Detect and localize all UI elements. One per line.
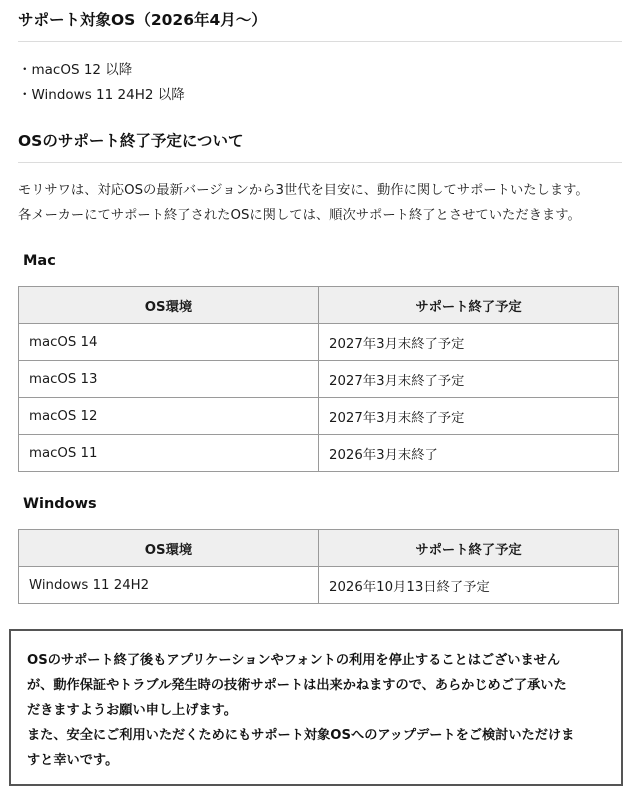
os-cell: Windows 11 24H2 [19, 567, 319, 604]
mac-heading: Mac [23, 253, 56, 269]
table-row [19, 435, 619, 472]
end-date-cell: 2027年3月末終了予定 [319, 324, 619, 361]
description-line: モリサワは、対応OSの最新バージョンから3世代を目安に、動作に関してサポートいたします。 [18, 183, 589, 198]
windows-support-table [18, 529, 619, 604]
table-row [19, 324, 619, 361]
list-item: ・Windows 11 24H2 以降 [18, 87, 185, 103]
notice-box [9, 629, 623, 786]
mac-support-table [18, 286, 619, 472]
notice-line: だきますようお願い申し上げます。 [27, 703, 237, 718]
os-cell: macOS 12 [19, 398, 319, 435]
supported-os-list [18, 58, 185, 108]
end-date-cell: 2026年10月13日終了予定 [319, 567, 619, 604]
description-line: 各メーカーにてサポート終了されたOSに関しては、順次サポート終了とさせていただきます。 [18, 208, 581, 223]
end-of-support-heading: OSのサポート終了予定について [18, 130, 622, 163]
column-header-os: OS環境 [19, 530, 319, 567]
notice-line: すと幸いです。 [27, 753, 119, 768]
end-of-support-description [18, 178, 630, 228]
end-date-cell: 2027年3月末終了予定 [319, 361, 619, 398]
table-row [19, 567, 619, 604]
table-header-row [19, 287, 619, 324]
column-header-os: OS環境 [19, 287, 319, 324]
notice-line: OSのサポート終了後もアプリケーションやフォントの利用を停止することはございません [27, 653, 561, 668]
supported-os-heading: サポート対象OS（2026年4月〜） [18, 9, 622, 42]
table-row [19, 361, 619, 398]
notice-line: また、安全にご利用いただくためにもサポート対象OSへのアップデートをご検討いただけま [27, 728, 575, 743]
windows-heading: Windows [23, 496, 97, 512]
column-header-end-date: サポート終了予定 [319, 287, 619, 324]
column-header-end-date: サポート終了予定 [319, 530, 619, 567]
end-date-cell: 2027年3月末終了予定 [319, 398, 619, 435]
list-item: ・macOS 12 以降 [18, 62, 133, 78]
notice-line: が、動作保証やトラブル発生時の技術サポートは出来かねますので、あらかじめご了承いた [27, 678, 567, 693]
table-header-row [19, 530, 619, 567]
os-cell: macOS 14 [19, 324, 319, 361]
os-cell: macOS 13 [19, 361, 319, 398]
os-cell: macOS 11 [19, 435, 319, 472]
end-date-cell: 2026年3月末終了 [319, 435, 619, 472]
table-row [19, 398, 619, 435]
